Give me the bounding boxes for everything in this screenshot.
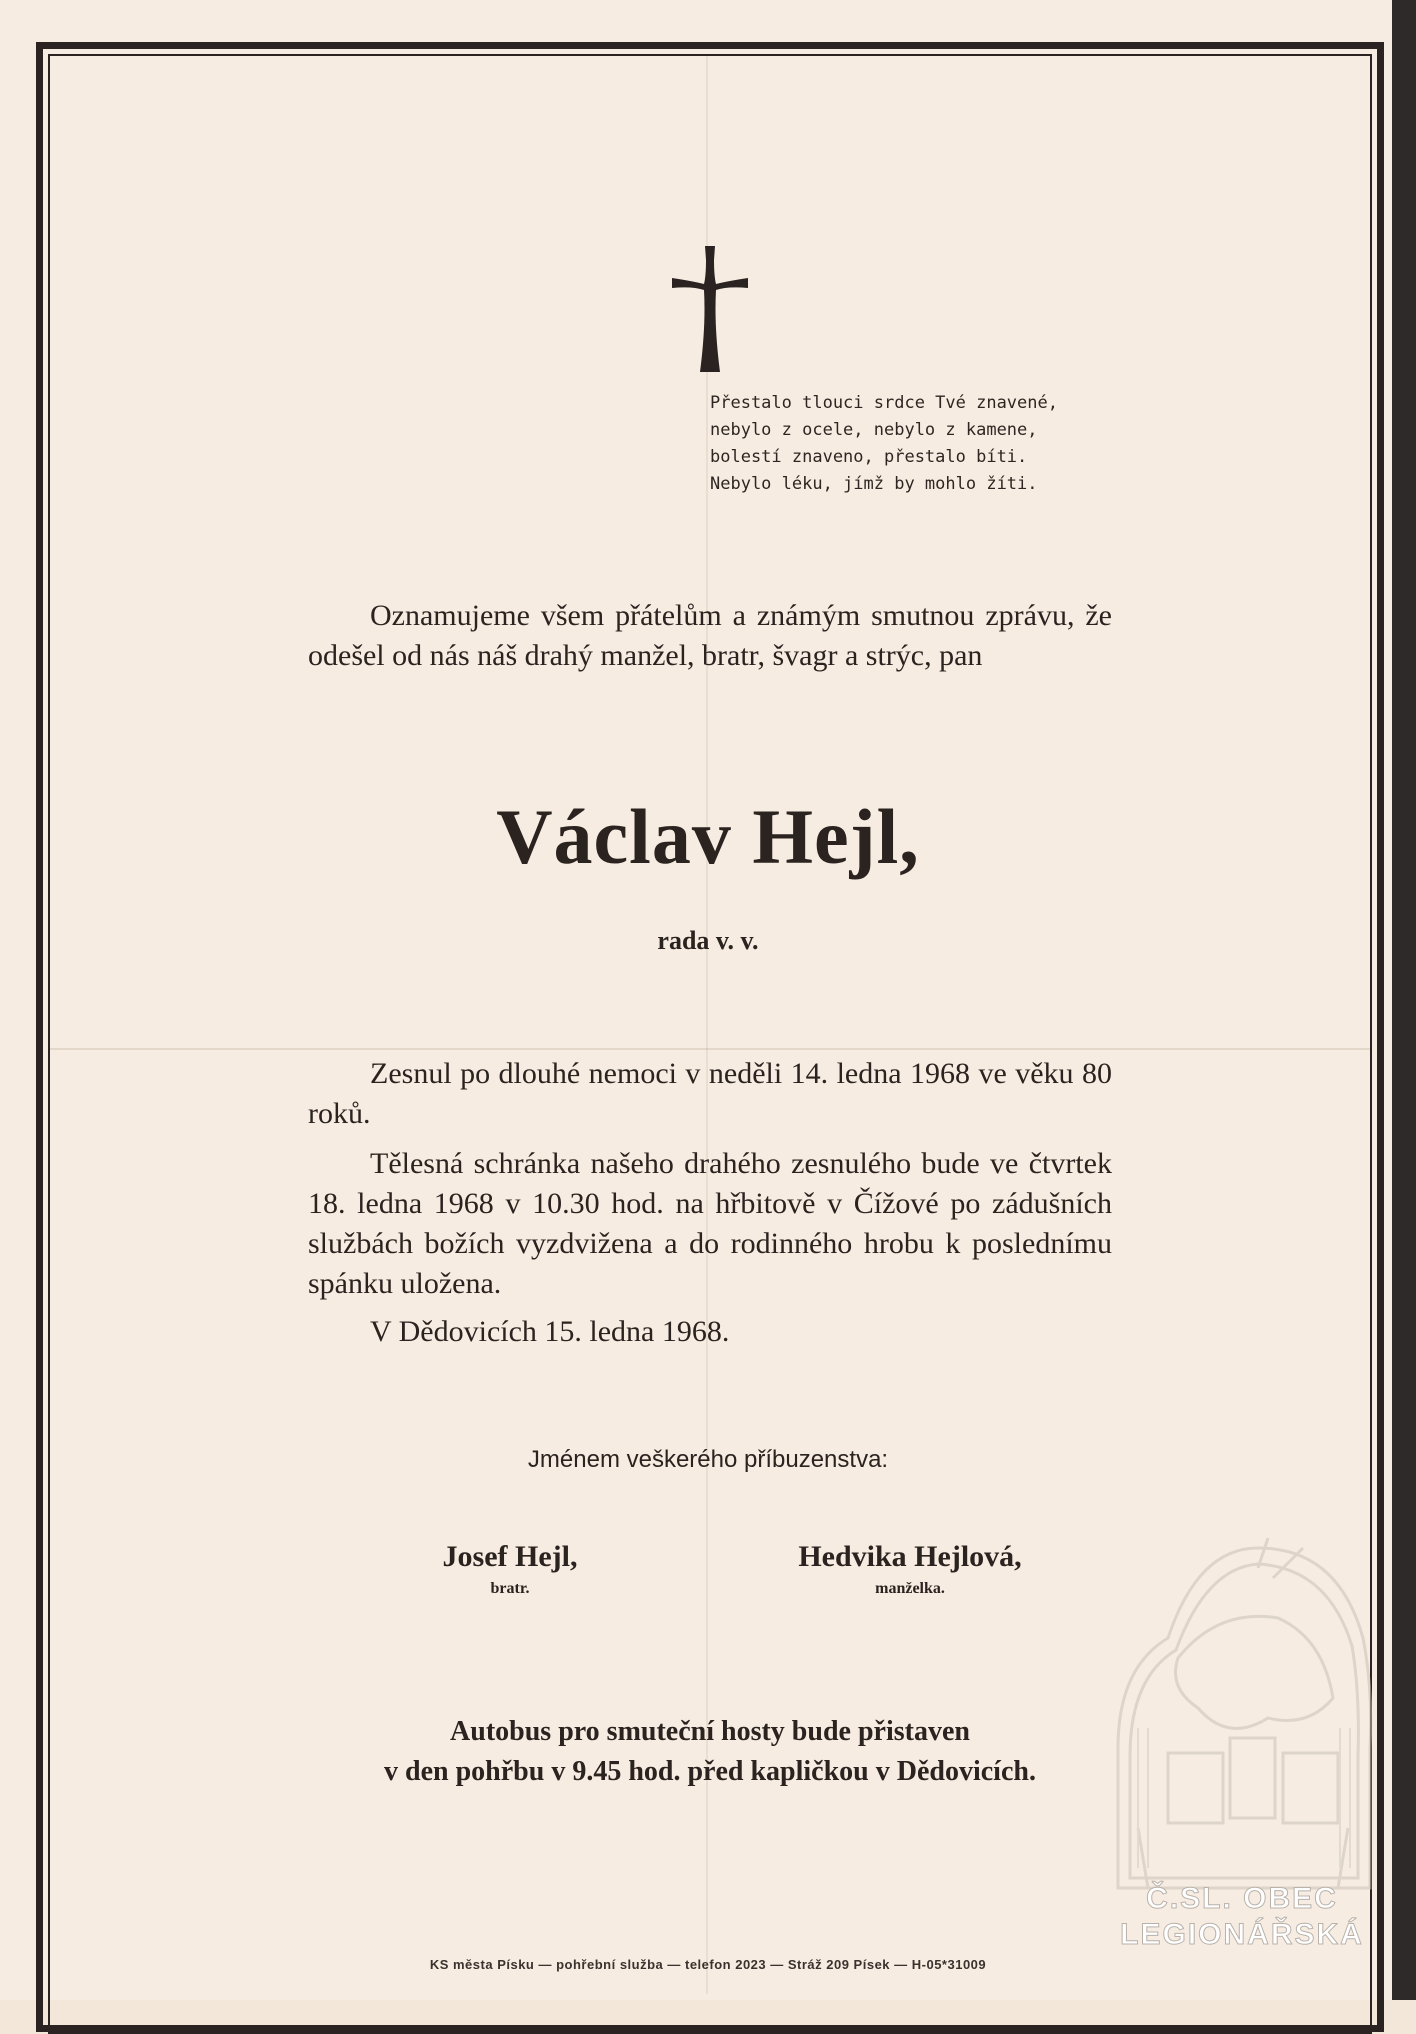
- death-paragraph: [308, 1054, 1112, 1134]
- signer-name: Hedvika Hejlová,: [798, 1540, 1022, 1573]
- printer-footer: KS města Písku — pohřební služba — telefon 2023 — Stráž 209 Písek — H-05*31009: [429, 1957, 987, 1972]
- funeral-paragraph: [308, 1144, 1112, 1304]
- funeral-text: Tělesná schránka našeho drahého zesnulého bude ve čtvrtek 18. ledna 1968 v 10.30 hod. na hřbitově v Čížové po zádušních službách božích vyzdvižena a do rodinného hrobu k poslednímu spánku uložena.: [308, 1147, 1112, 1300]
- verse-line: bolestí znaveno, přestalo bíti.: [710, 447, 1028, 467]
- verse-line: nebylo z ocele, nebylo z kamene,: [710, 420, 1038, 440]
- bus-notice-line: v den pohřbu v 9.45 hod. před kapličkou v Dědovicích.: [384, 1756, 1036, 1787]
- watermark-text: Č.SL. OBEC: [1146, 1882, 1338, 1915]
- cross-icon: [672, 246, 748, 372]
- verse-line: Nebylo léku, jímž by mohlo žíti.: [710, 474, 1038, 494]
- signer-brother: [330, 1540, 690, 1598]
- place-date-text: V Dědovicích 15. ledna 1968.: [370, 1315, 730, 1348]
- announcement-paragraph: [308, 596, 1112, 676]
- signer-name: Josef Hejl,: [442, 1540, 578, 1573]
- memorial-verse: [710, 390, 1110, 498]
- bus-notice: [300, 1712, 1120, 1792]
- deceased-name: Václav Hejl,: [496, 793, 920, 880]
- watermark-text: LEGIONÁŘSKÁ: [1120, 1918, 1364, 1951]
- signer-wife: [730, 1540, 1090, 1598]
- on-behalf-line: Jménem veškerého příbuzenstva:: [527, 1446, 889, 1473]
- scan-edge: [1392, 0, 1416, 2000]
- verse-line: Přestalo tlouci srdce Tvé znavené,: [710, 393, 1058, 413]
- bus-notice-line: Autobus pro smuteční hosty bude přistaven: [450, 1716, 970, 1747]
- death-text: Zesnul po dlouhé nemoci v neděli 14. ledna 1968 ve věku 80 roků.: [308, 1057, 1112, 1130]
- signer-role: manželka.: [875, 1580, 945, 1597]
- deceased-title: rada v. v.: [657, 926, 759, 955]
- signer-role: bratr.: [490, 1580, 530, 1597]
- announcement-text: Oznamujeme všem přátelům a známým smutnou zprávu, že odešel od nás náš drahý manžel, bratr, švagr a strýc, pan: [308, 599, 1112, 672]
- place-date-paragraph: [308, 1312, 1112, 1352]
